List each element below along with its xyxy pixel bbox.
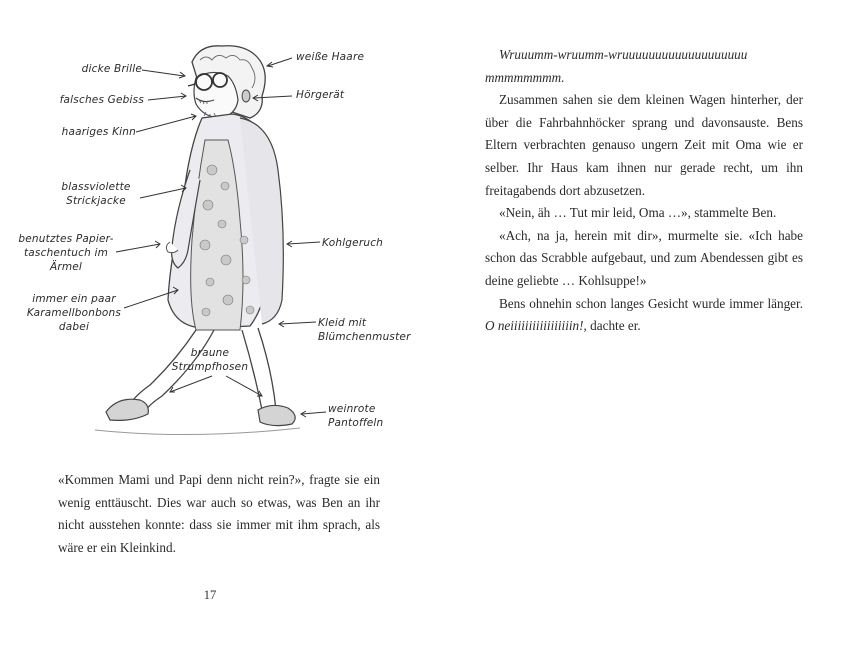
face	[194, 72, 238, 118]
paragraph-ben-face-exclamation: O neiiiiiiiiiiiiiiiiin!	[485, 318, 584, 334]
label-hoergeraet: Hörgerät	[296, 89, 345, 101]
ground-shadow	[95, 428, 300, 435]
paragraph-ben-face-start: Bens ohnehin schon langes Gesicht wurde immer länger.	[499, 295, 803, 311]
right-slipper	[258, 405, 295, 425]
left-paragraph: «Kommen Mami und Papi denn nicht rein?», fragte sie ein wenig enttäuscht. Dies war auch so etwas, was Ben an ihr nicht ausstehen konnte: dass sie immer mit ihm sprach, als wäre er ein Kleinkind.	[58, 472, 380, 555]
label-karamellbonbons: immer ein paar Karamellbonbons dabei	[26, 293, 122, 333]
label-weisse-haare: weiße Haare	[296, 51, 365, 63]
paragraph-ben-face-end: , dachte er.	[583, 318, 641, 334]
label-pantoffeln: weinrote Pantoffeln	[328, 403, 384, 429]
label-papiertaschentuch: benutztes Papier- taschentuch im Ärmel	[18, 233, 114, 273]
left-slipper	[106, 399, 148, 420]
label-kohlgeruch: Kohlgeruch	[322, 237, 384, 249]
engine-sound-line-2: mmmmmmmm.	[485, 69, 565, 85]
paragraph-ben-stammers: «Nein, äh … Tut mir leid, Oma …», stammelte Ben.	[499, 205, 777, 221]
label-strumpfhosen: braune Strumpfhosen	[171, 347, 249, 373]
engine-sound-line-1: Wruuumm-wruumm-wruuuuuuuuuuuuuuuuuuu	[499, 47, 748, 62]
label-haariges-kinn: haariges Kinn	[61, 126, 136, 138]
paragraph-ben-face	[485, 293, 803, 338]
left-page-text	[58, 469, 380, 559]
right-page-text	[485, 44, 803, 338]
label-kleid: Kleid mit Blümchenmuster	[318, 317, 411, 343]
label-dicke-brille: dicke Brille	[81, 63, 142, 75]
paragraph-oma-invites: «Ach, na ja, herein mit dir», murmelte sie. «Ich habe schon das Scrabble aufgebaut, und zum Abendessen gibt es deine geliebte … Kohlsuppe!»	[485, 227, 803, 288]
label-strickjacke: blassviolette Strickjacke	[61, 181, 131, 207]
label-falsches-gebiss: falsches Gebiss	[59, 94, 144, 106]
page-number: 17	[203, 588, 217, 602]
paragraph-car-leaves: Zusammen sahen sie dem kleinen Wagen hinterher, der über die Fahrbahnhöcker sprang und davonsauste. Bens Eltern verbrachten genauso ungern Zeit mit Oma wie er selber. Ihr Haus kam ihnen nur gerade recht, um ihn freitagabends dort abzusetzen.	[485, 92, 803, 198]
